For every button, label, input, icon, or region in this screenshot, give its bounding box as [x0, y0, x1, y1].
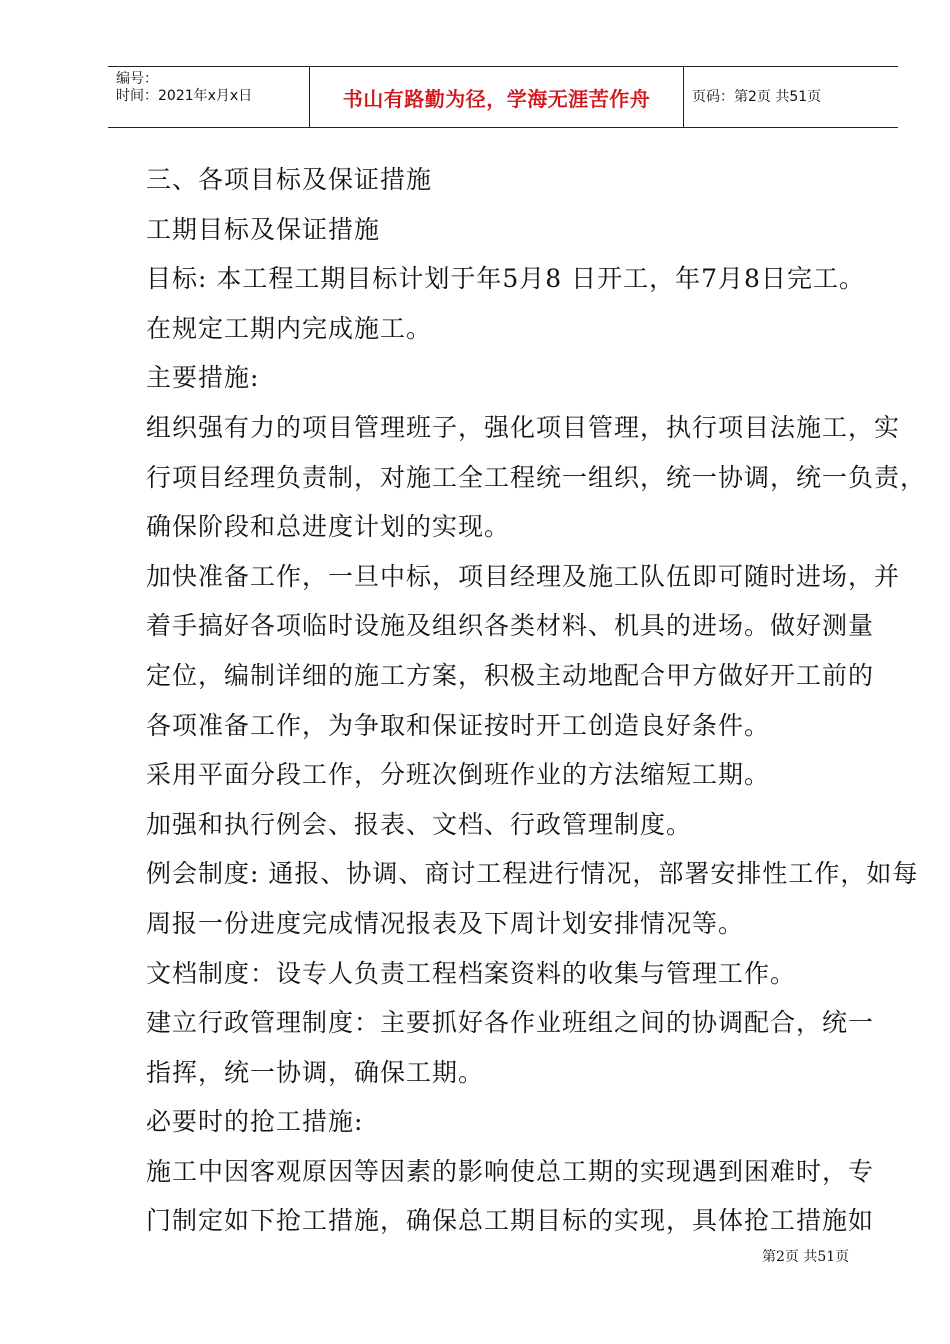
body-line: 指挥，统一协调，确保工期。: [146, 1057, 485, 1087]
section-heading: 三、各项目标及保证措施: [146, 165, 433, 194]
body-line: 例会制度: 通报、协调、商讨工程进行情况，部署安排性工作，如每: [146, 859, 919, 889]
header-page-info: 页码：第2页 共51页: [692, 88, 822, 105]
document-date-label: 时间：2021年x月x日: [116, 88, 253, 104]
body-line: 建立行政管理制度：主要抓好各作业班组之间的协调配合，统一: [146, 1008, 875, 1038]
body-line: 必要时的抢工措施:: [146, 1107, 364, 1137]
body-line: 确保阶段和总进度计划的实现。: [146, 512, 511, 542]
body-line: 在规定工期内完成施工。: [146, 313, 433, 343]
body-line: 目标: 本工程工期目标计划于年5月8 日开工，年7月8日完工。: [146, 264, 865, 294]
body-line: 文档制度：设专人负责工程档案资料的收集与管理工作。: [146, 958, 797, 988]
document-body: [146, 155, 927, 1246]
body-line: 门制定如下抢工措施，确保总工期目标的实现，具体抢工措施如: [146, 1206, 875, 1236]
body-line: 采用平面分段工作，分班次倒班作业的方法缩短工期。: [146, 760, 771, 790]
body-line: 加强和执行例会、报表、文档、行政管理制度。: [146, 809, 693, 839]
page-footer-number: 第2页 共51页: [762, 1249, 850, 1265]
body-line: 着手搞好各项临时设施及组织各类材料、机具的进场。做好测量: [146, 611, 875, 641]
body-line: 加快准备工作，一旦中标，项目经理及施工队伍即可随时进场，并: [146, 561, 901, 591]
document-number-label: 编号：: [116, 71, 158, 87]
body-line: 各项准备工作，为争取和保证按时开工创造良好条件。: [146, 710, 771, 740]
page-header: [108, 66, 898, 128]
body-line: 行项目经理负责制，对施工全工程统一组织，统一协调，统一负责，: [146, 462, 927, 492]
body-line: 施工中因客观原因等因素的影响使总工期的实现遇到困难时，专: [146, 1156, 875, 1186]
header-page-cell: [684, 67, 898, 127]
header-motto-cell: [310, 67, 684, 127]
header-motto: 书山有路勤为径，学海无涯苦作舟: [342, 86, 651, 111]
body-line: 主要措施:: [146, 363, 260, 393]
subsection-heading: 工期目标及保证措施: [146, 214, 381, 244]
body-line: 组织强有力的项目管理班子，强化项目管理，执行项目法施工，实: [146, 412, 901, 442]
body-line: 周报一份进度完成情况报表及下周计划安排情况等。: [146, 908, 745, 938]
header-meta-cell: [108, 67, 310, 127]
body-line: 定位，编制详细的施工方案，积极主动地配合甲方做好开工前的: [146, 660, 875, 690]
